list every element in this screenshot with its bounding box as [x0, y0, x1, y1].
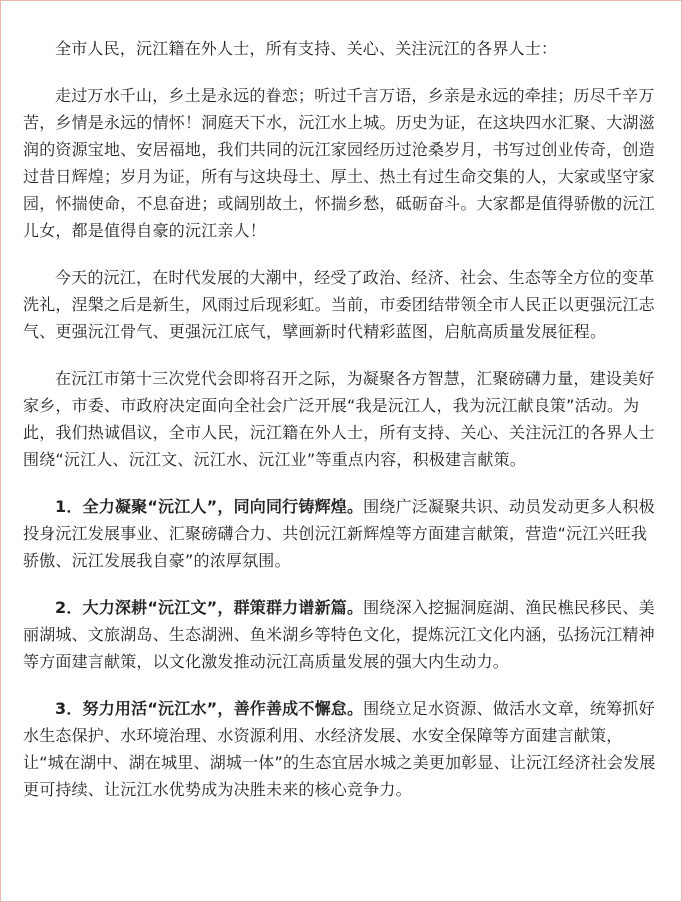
- paragraph-heritage: 走过万水千山，乡土是永远的眷恋；听过千言万语，乡亲是永远的牵挂；历尽千辛万苦，乡情是永远的情怀！洞庭天下水，沅江水上城。历史为证，在这块四水汇聚、大湖滋润的资源宝地、安居福地，我们共同的沅江家园经历过沧桑岁月，书写过创业传奇，创造过昔日辉煌；岁月为证，所有与这块母土、厚土、热土有过生命交集的人，大家或坚守家园，怀揣使命，不息奋进；或阔别故土，怀揣乡愁，砥砺奋斗。大家都是值得骄傲的沅江儿女，都是值得自豪的沅江亲人！: [23, 86, 655, 240]
- item-people-heading: 1．全力凝聚“沅江人”，同向同行铸辉煌。: [55, 497, 364, 516]
- item-culture: [23, 594, 663, 675]
- item-water-heading: 3．努力用活“沅江水”，善作善成不懈怠。: [55, 699, 364, 718]
- paragraph-today: 今天的沅江，在时代发展的大潮中，经受了政治、经济、社会、生态等全方位的变革洗礼，涅槃之后是新生，风雨过后现彩虹。当前，市委团结带领全市人民正以更强沅江志气、更强沅江骨气、更强沅江底气，擘画新时代精彩蓝图，启航高质量发展征程。: [23, 268, 655, 341]
- item-culture-body: 围绕深入挖掘洞庭湖、渔民樵民移民、美丽湖城、文旅湖岛、生态湖洲、鱼米湖乡等特色文化，提炼沅江文化内涵，弘扬沅江精神等方面建言献策，以文化激发推动沅江高质量发展的强大内生动力。: [23, 598, 655, 671]
- salutation: 全市人民，沅江籍在外人士，所有支持、关心、关注沅江的各界人士：: [55, 39, 558, 58]
- item-people-body: 围绕广泛凝聚共识、动员发动更多人积极投身沅江发展事业、汇聚磅礴合力、共创沅江新辉煌等方面建言献策，营造“沅江兴旺我骄傲、沅江发展我自豪”的浓厚氛围。: [23, 497, 655, 570]
- item-water-body: 围绕立足水资源、做活水文章，统筹抓好水生态保护、水环境治理、水资源利用、水经济发展、水安全保障等方面建言献策，让“城在湖中、湖在城里、湖城一体”的生态宜居水城之美更加彰显、让沅江经济社会发展更可持续、让沅江水优势成为决胜未来的核心竞争力。: [23, 699, 656, 799]
- paragraph-initiative: 在沅江市第十三次党代会即将召开之际，为凝聚各方智慧，汇聚磅礴力量，建设美好家乡，市委、市政府决定面向全社会广泛开展“我是沅江人，我为沅江献良策”活动。为此，我们热诚倡议，全市人民，沅江籍在外人士，所有支持、关心、关注沅江的各界人士围绕“沅江人、沅江文、沅江水、沅江业”等重点内容，积极建言献策。: [23, 369, 655, 469]
- item-people: [23, 493, 663, 574]
- item-water: [23, 695, 663, 803]
- item-culture-heading: 2．大力深耕“沅江文”，群策群力谱新篇。: [55, 598, 364, 617]
- article-body: [23, 35, 663, 823]
